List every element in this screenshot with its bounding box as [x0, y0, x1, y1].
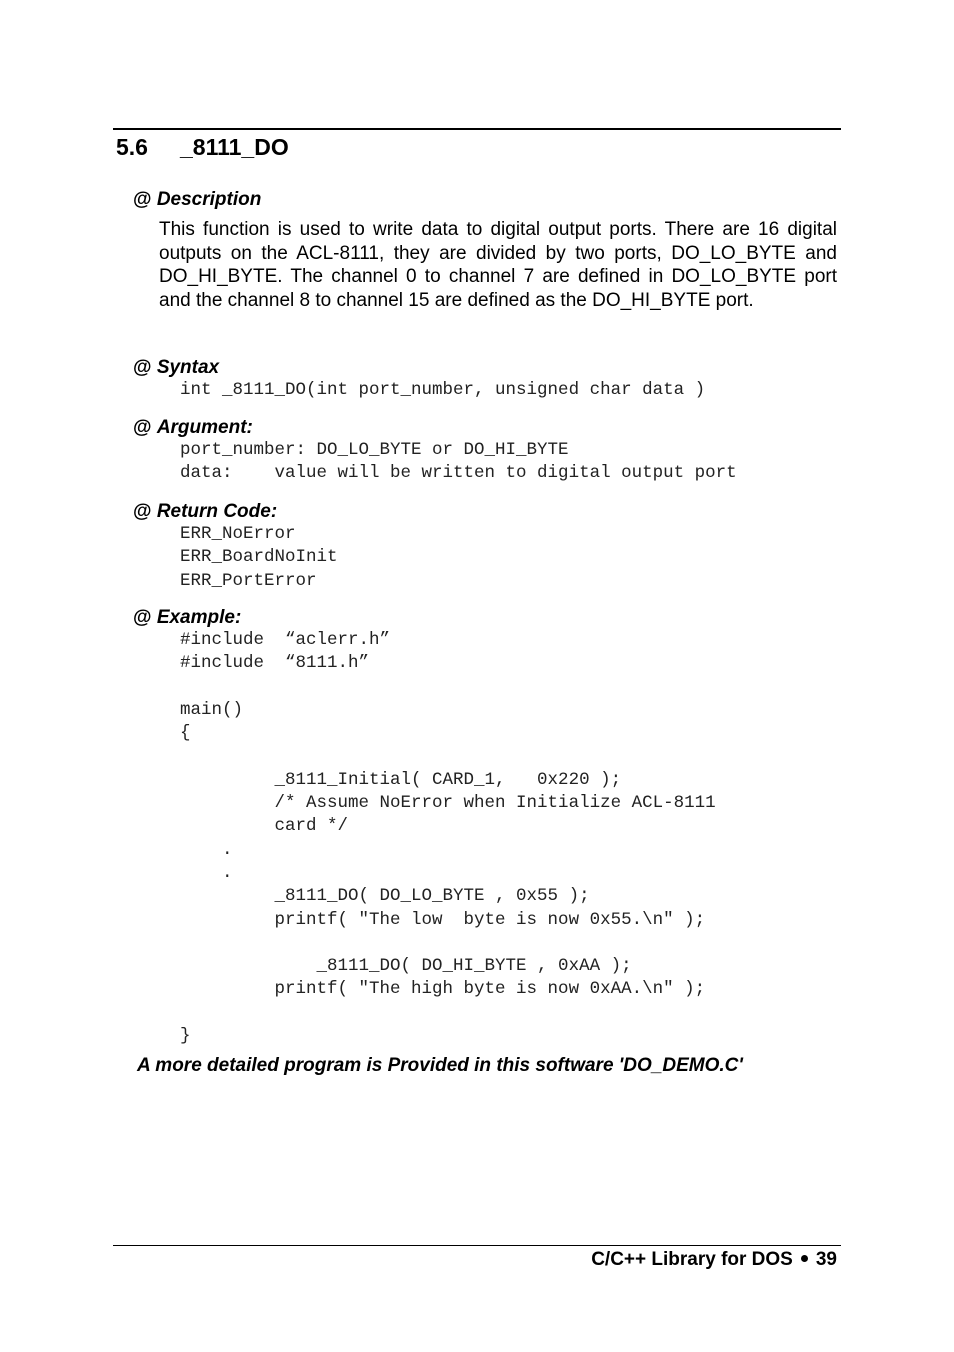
return-code-at-sign: @: [133, 501, 152, 522]
description-at-sign: @: [133, 189, 152, 210]
example-label: [133, 606, 241, 630]
description-label: [133, 188, 261, 212]
return-code-label: [133, 500, 277, 524]
description-text: This function is used to write data to digital output ports. There are 16 digital outputs on the ACL-8111, they are divided by two ports, DO_LO_BYTE and DO_HI_BYTE. The channel 0 to channel 7 are defined in DO_LO_BYTE port and the channel 8 to channel 15 are defined as the DO_HI_BYTE port.: [159, 219, 837, 311]
demo-program-note: A more detailed program is Provided in this software 'DO_DEMO.C': [137, 1055, 743, 1076]
page-footer: [591, 1248, 837, 1272]
section-heading: [116, 132, 289, 162]
syntax-label: [133, 356, 219, 380]
argument-at-sign: @: [133, 417, 152, 438]
return-code-label-text: Return Code:: [156, 501, 278, 522]
argument-label: [133, 416, 253, 440]
syntax-label-text: Syntax: [156, 357, 220, 378]
footer-rule: [113, 1245, 841, 1246]
page-number: 39: [815, 1249, 837, 1270]
return-code-list: ERR_NoError ERR_BoardNoInit ERR_PortError: [180, 524, 338, 591]
example-label-text: Example:: [156, 607, 242, 628]
example-code: #include “aclerr.h” #include “8111.h” main() { _8111_Initial( CARD_1, 0x220 ); /* Assume NoError when Initialize ACL-8111 card */ . . _8111_DO( DO_LO_BYTE , 0x55 ); printf( "The low byte is now 0x55.\n" ); _8111_DO( DO_HI_BYTE , 0xAA ); printf( "The high byte is now 0xAA.\n" ); }: [180, 630, 716, 1047]
description-label-text: Description: [156, 189, 262, 210]
section-title: _8111_DO: [180, 134, 289, 160]
header-rule: [113, 128, 841, 130]
argument-label-text: Argument:: [156, 417, 253, 438]
footer-title: C/C++ Library for DOS: [591, 1249, 793, 1270]
bullet-icon: [801, 1255, 808, 1262]
section-number: 5.6: [116, 134, 148, 160]
argument-code: port_number: DO_LO_BYTE or DO_HI_BYTE data: value will be written to digital output port: [180, 440, 737, 484]
syntax-code: int _8111_DO(int port_number, unsigned char data ): [180, 380, 706, 400]
syntax-at-sign: @: [133, 357, 152, 378]
example-at-sign: @: [133, 607, 152, 628]
